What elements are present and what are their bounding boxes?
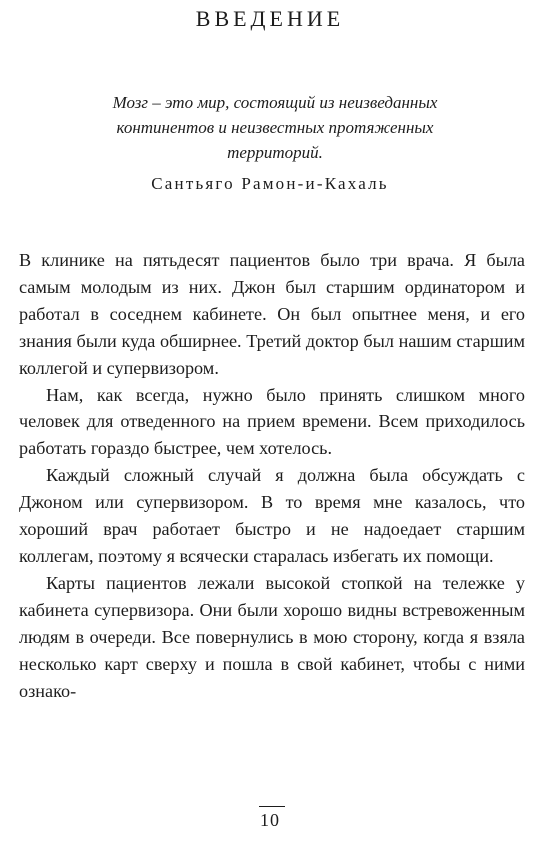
paragraph: Карты пациентов лежали высокой стопкой на тележке у кабинета супервизора. Они были хорошо видны встревоженным людям в очереди. Все повернулись в мою сторону, когда я взяла несколько карт сверху и пошла в свой кабинет, чтобы с ними ознако- [19,572,525,701]
paragraph: Каждый сложный случай я должна была обсуждать с Джоном или супервизором. В то время мне казалось, что хороший врач работает быстро и не надоедает старшим коллегам, поэтому я всячески старалась избегать их помощи. [19,465,525,566]
chapter-title: ВВЕДЕНИЕ [195,6,345,31]
folio-rule [259,806,285,807]
epigraph-quote: Мозг – это мир, состоящий из неизведанных континентов и неизвестных протяженных территорий. [112,93,438,162]
paragraph: В клинике на пятьдесят пациентов было три врача. Я была самым молодым из них. Джон был старшим ординатором и работал в соседнем кабинете. Он был опытнее меня, и его знания были куда обширнее. Третий доктор был нашим старшим коллегой и супервизором. [19,250,525,378]
paragraph: Нам, как всегда, нужно было принять слишком много человек для отведенного на прием времени. Всем приходилось работать гораздо быстрее, чем хотелось. [19,384,525,459]
page-number: 10 [260,810,280,830]
epigraph-author: Сантьяго Рамон-и-Кахаль [151,174,389,193]
body-text [19,247,525,704]
